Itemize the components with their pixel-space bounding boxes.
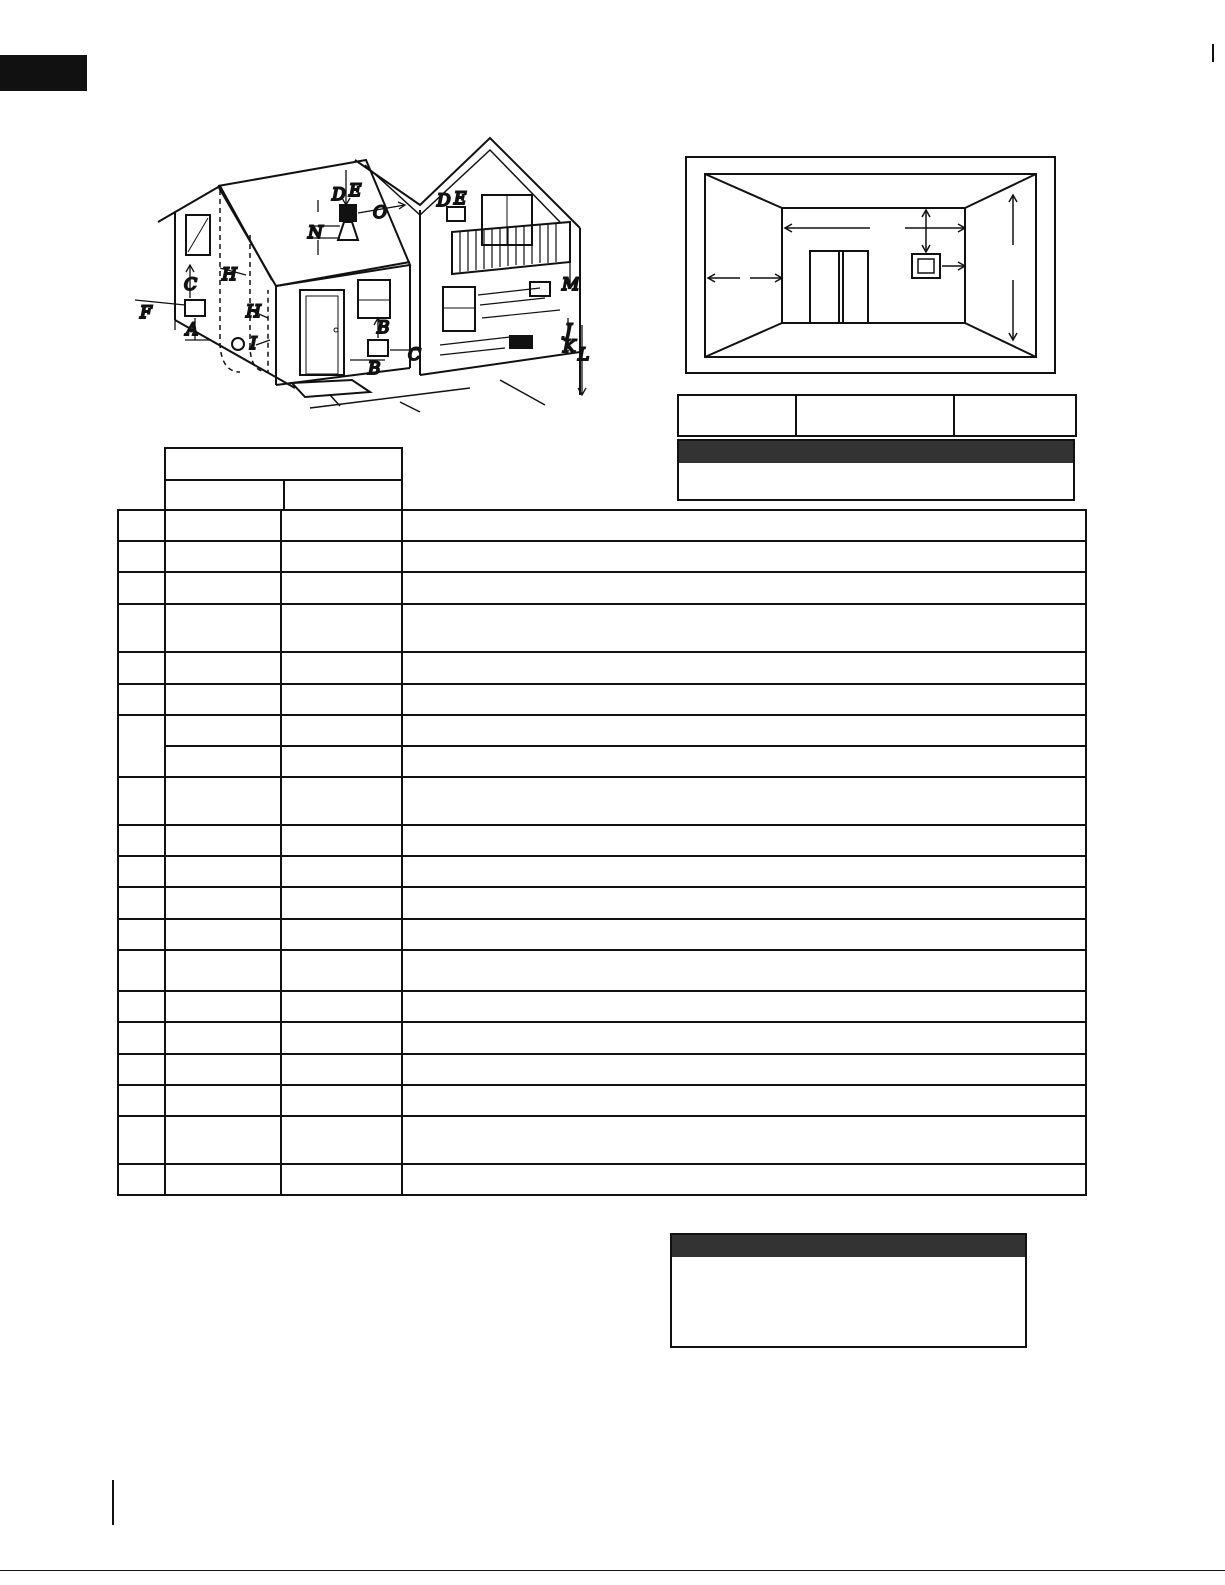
row-letter-cell <box>118 1022 165 1054</box>
column-header-1 <box>165 480 284 510</box>
row-value-us <box>165 510 281 541</box>
table-row <box>118 1085 1086 1116</box>
table-row <box>118 1116 1086 1164</box>
row-value-us <box>165 604 281 652</box>
row-value-canada <box>281 684 402 715</box>
table-row <box>118 887 1086 919</box>
row-description <box>402 825 1086 856</box>
table-row <box>118 777 1086 825</box>
column-group-header <box>165 448 402 480</box>
row-value-us <box>165 1164 281 1195</box>
row-letter-cell <box>118 715 165 777</box>
row-letter-cell <box>118 825 165 856</box>
header-cell-3 <box>954 395 1076 436</box>
row-value-us <box>165 1022 281 1054</box>
row-value-canada <box>281 1164 402 1195</box>
row-description <box>402 1164 1086 1195</box>
label-c-front: C <box>408 345 422 365</box>
row-value-us <box>165 541 281 572</box>
table-row <box>118 684 1086 715</box>
row-value-us <box>165 1116 281 1164</box>
row-letter-cell <box>118 572 165 604</box>
row-description <box>402 572 1086 604</box>
label-e-roof: E <box>349 181 362 201</box>
label-n: N <box>308 223 323 243</box>
row-value-canada <box>281 825 402 856</box>
row-letter-cell <box>118 1054 165 1085</box>
row-description <box>402 604 1086 652</box>
table-row <box>118 652 1086 684</box>
row-value-us <box>165 919 281 950</box>
table-row <box>118 991 1086 1022</box>
clearance-table <box>117 509 1087 1196</box>
row-description <box>402 1022 1086 1054</box>
table-row <box>118 541 1086 572</box>
table-row <box>118 510 1086 541</box>
room-clearance-header <box>677 394 1077 437</box>
notice-bottom-text <box>672 1257 1025 1265</box>
row-description <box>402 1116 1086 1164</box>
row-value-us <box>165 715 281 746</box>
row-description <box>402 1085 1086 1116</box>
row-value-canada <box>281 1022 402 1054</box>
label-a: A <box>186 320 199 340</box>
label-k: K <box>563 337 576 357</box>
row-value-canada <box>281 1085 402 1116</box>
row-value-us <box>165 1085 281 1116</box>
table-row <box>118 856 1086 887</box>
row-value-canada <box>281 572 402 604</box>
house-vent-diagram <box>130 128 600 413</box>
row-value-canada <box>281 510 402 541</box>
table-row <box>118 919 1086 950</box>
table-row <box>118 1022 1086 1054</box>
row-value-canada <box>281 919 402 950</box>
row-value-us <box>165 856 281 887</box>
row-description <box>402 652 1086 684</box>
row-description <box>402 715 1086 746</box>
row-letter-cell <box>118 1164 165 1195</box>
table-row <box>118 825 1086 856</box>
row-letter-cell <box>118 541 165 572</box>
edge-mark <box>1212 44 1214 62</box>
row-value-canada <box>281 541 402 572</box>
row-value-us <box>165 746 281 777</box>
label-o: O <box>373 203 387 223</box>
row-letter-cell <box>118 652 165 684</box>
row-value-us <box>165 777 281 825</box>
label-m: M <box>562 275 580 295</box>
row-value-canada <box>281 746 402 777</box>
row-description <box>402 1054 1086 1085</box>
row-value-canada <box>281 715 402 746</box>
label-j: J <box>565 321 572 341</box>
row-description <box>402 919 1086 950</box>
notice-bottom-heading <box>672 1235 1025 1257</box>
label-i: I <box>250 334 257 354</box>
room-clearance-diagram <box>684 155 1058 375</box>
row-value-us <box>165 825 281 856</box>
row-value-canada <box>281 1116 402 1164</box>
column-header-2 <box>284 480 403 510</box>
table-row <box>118 950 1086 991</box>
row-letter-cell <box>118 991 165 1022</box>
row-letter-cell <box>118 777 165 825</box>
label-e-upper: E <box>454 189 467 209</box>
notice-top-heading <box>679 441 1073 463</box>
label-c-left: C <box>184 275 198 295</box>
row-value-us <box>165 652 281 684</box>
label-d-roof: D <box>332 185 346 205</box>
row-value-us <box>165 887 281 919</box>
row-value-canada <box>281 652 402 684</box>
notice-top-text <box>679 463 1073 471</box>
row-letter-cell <box>118 950 165 991</box>
row-letter-cell <box>118 1116 165 1164</box>
notice-box-top <box>677 439 1075 501</box>
label-d-upper: D <box>437 191 451 211</box>
table-row <box>118 1054 1086 1085</box>
label-h-upper: H <box>222 265 237 285</box>
row-value-canada <box>281 604 402 652</box>
row-letter-cell <box>118 887 165 919</box>
row-description <box>402 541 1086 572</box>
row-value-canada <box>281 950 402 991</box>
label-l: L <box>578 345 590 365</box>
label-b-lower: B <box>368 359 381 379</box>
row-description <box>402 684 1086 715</box>
row-letter-cell <box>118 684 165 715</box>
table-row <box>118 604 1086 652</box>
row-description <box>402 887 1086 919</box>
table-row <box>118 746 1086 777</box>
label-f: F <box>140 303 152 323</box>
table-row <box>118 572 1086 604</box>
row-value-us <box>165 991 281 1022</box>
row-value-canada <box>281 1054 402 1085</box>
notice-box-bottom <box>670 1233 1027 1348</box>
section-tab <box>0 55 87 91</box>
header-cell-1 <box>678 395 796 436</box>
row-value-canada <box>281 887 402 919</box>
row-value-us <box>165 684 281 715</box>
header-cell-2 <box>796 395 954 436</box>
row-value-canada <box>281 856 402 887</box>
row-description <box>402 991 1086 1022</box>
row-value-us <box>165 572 281 604</box>
row-letter-cell <box>118 919 165 950</box>
row-description <box>402 746 1086 777</box>
row-value-us <box>165 1054 281 1085</box>
row-letter-cell <box>118 510 165 541</box>
row-value-canada <box>281 777 402 825</box>
clearance-column-header <box>164 447 403 511</box>
row-letter-cell <box>118 1085 165 1116</box>
row-value-canada <box>281 991 402 1022</box>
row-letter-cell <box>118 604 165 652</box>
label-b-upper: B <box>377 318 390 338</box>
table-row <box>118 1164 1086 1195</box>
row-value-us <box>165 950 281 991</box>
page-bottom-rule <box>0 1570 1225 1571</box>
row-letter-cell <box>118 856 165 887</box>
row-description <box>402 777 1086 825</box>
page-footer-mark <box>112 1480 114 1525</box>
row-description <box>402 950 1086 991</box>
row-description <box>402 510 1086 541</box>
table-row <box>118 715 1086 746</box>
row-description <box>402 856 1086 887</box>
label-h-lower: H <box>246 302 261 322</box>
